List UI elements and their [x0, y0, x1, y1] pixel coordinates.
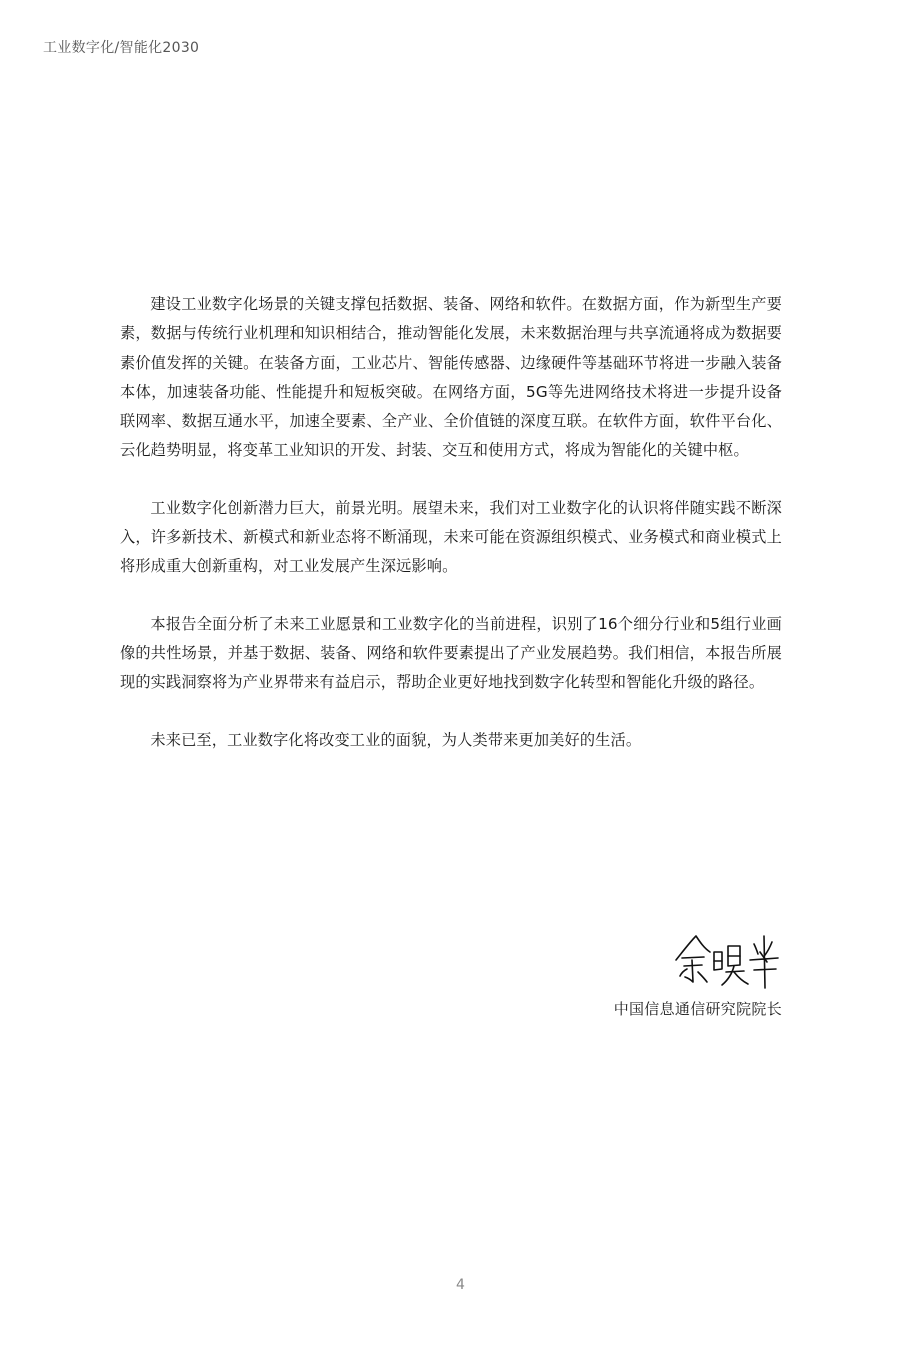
running-header: 工业数字化/智能化2030: [43, 40, 200, 56]
paragraph-4: 未来已至，工业数字化将改变工业的面貌，为人类带来更加美好的生活。: [150, 730, 642, 749]
body-text: [120, 290, 782, 783]
signature-title: 中国信息通信研究院院长: [613, 1000, 782, 1018]
paragraph-1: 建设工业数字化场景的关键支撑包括数据、装备、网络和软件。在数据方面，作为新型生产要素，数据与传统行业机理和知识相结合，推动智能化发展，未来数据治理与共享流通将成为数据要素价值发挥的关键。在装备方面，工业芯片、智能传感器、边缘硬件等基础环节将进一步融入装备本体，加速装备功能、性能提升和短板突破。在网络方面，5G等先进网络技术将进一步提升设备联网率、数据互通水平，加速全要素、全产业、全价值链的深度互联。在软件方面，软件平台化、云化趋势明显，将变革工业知识的开发、封装、交互和使用方式，将成为智能化的关键中枢。: [120, 295, 782, 460]
paragraph-3: 本报告全面分析了未来工业愿景和工业数字化的当前进程，识别了16个细分行业和5组行业画像的共性场景，并基于数据、装备、网络和软件要素提出了产业发展趋势。我们相信，本报告所展现的实践洞察将为产业界带来有益启示，帮助企业更好地找到数字化转型和智能化升级的路径。: [120, 614, 782, 692]
handwritten-signature: [670, 930, 782, 990]
page-number: 4: [456, 1277, 465, 1293]
signature-block: [542, 930, 782, 1019]
paragraph-2: 工业数字化创新潜力巨大，前景光明。展望未来，我们对工业数字化的认识将伴随实践不断深入，许多新技术、新模式和新业态将不断涌现，未来可能在资源组织模式、业务模式和商业模式上将形成重大创新重构，对工业发展产生深远影响。: [120, 498, 782, 576]
